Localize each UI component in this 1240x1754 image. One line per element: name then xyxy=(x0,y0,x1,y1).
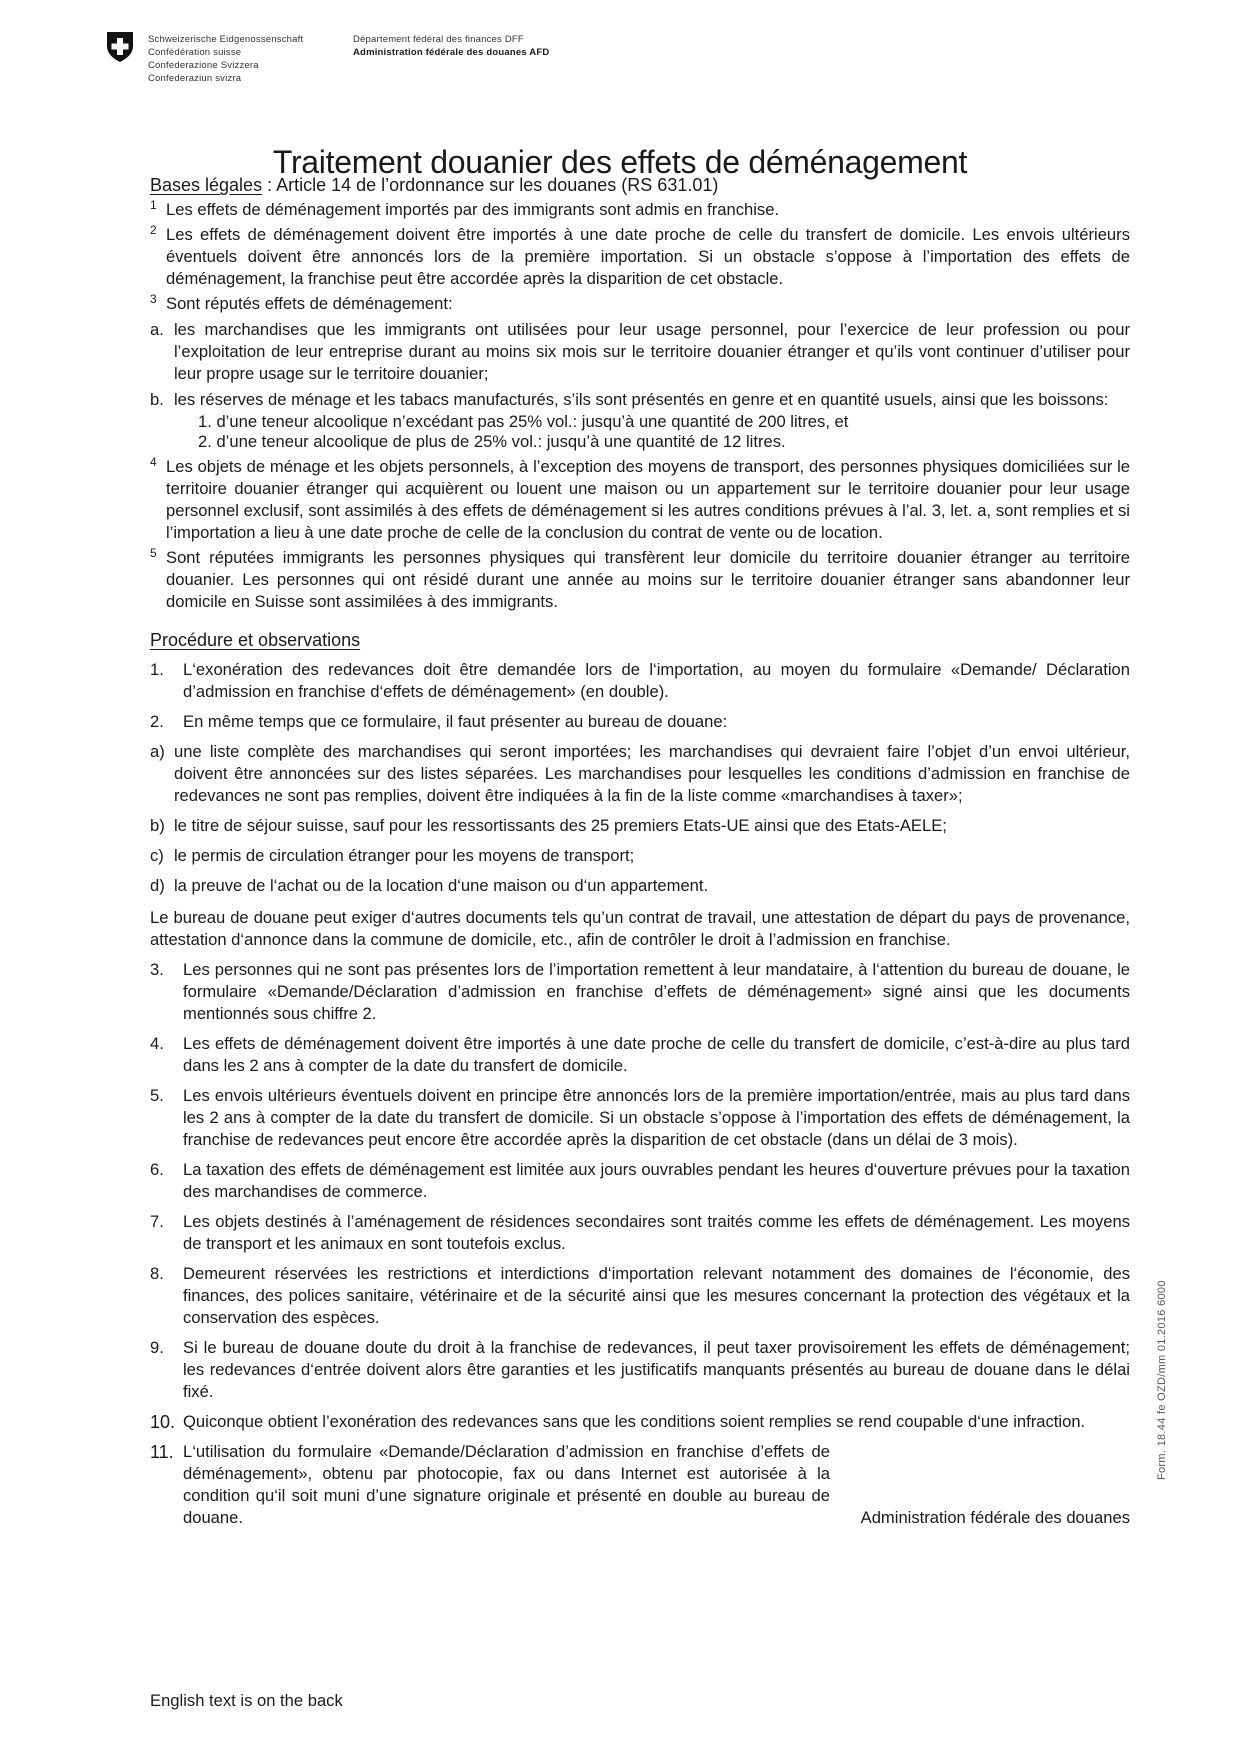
beverage-limit-2: 2. d’une teneur alcoolique de plus de 25% vol.: jusqu’à une quantité de 12 litres. xyxy=(198,432,786,451)
english-version-note: English text is on the back xyxy=(150,1691,343,1710)
paragraph-text: Les effets de déménagement doivent être importés à une date proche de celle du transfert de domicile. Les envois ultérieurs éventuels doivent être annoncés lors de la première importation. Si un obstacle s’oppose à l’importation des effets de déménagement, la franchise peut être accordée après la disparition de cet obstacle. xyxy=(166,225,1130,288)
procedure-item-8 xyxy=(150,1263,1130,1329)
item-number: 1. xyxy=(150,660,164,679)
beverage-limit-1: 1. d’une teneur alcoolique n’excédant pas 25% vol.: jusqu’à une quantité de 200 litres, et xyxy=(198,412,849,431)
confederation-names xyxy=(148,33,303,85)
item-text: Les effets de déménagement doivent être importés à une date proche de celle du transfert de domicile, c’est-à-dire au plus tard dans les 2 ans à compter de la date du transfert de domicile. xyxy=(183,1034,1130,1075)
item-label: b) xyxy=(150,816,165,835)
swiss-shield-icon xyxy=(106,31,134,63)
procedure-item-2d xyxy=(150,875,1130,897)
paragraph-number: 2 xyxy=(150,223,157,237)
legal-paragraph-4 xyxy=(150,456,1130,544)
procedure-item-2c xyxy=(150,845,1130,867)
paragraph-number: 4 xyxy=(150,455,157,469)
procedure-item-1 xyxy=(150,659,1130,703)
page-title: Traitement douanier des effets de déménagement xyxy=(272,144,968,181)
paragraph-text: Les effets de déménagement importés par des immigrants sont admis en franchise. xyxy=(166,200,780,219)
item-number: 6. xyxy=(150,1160,164,1179)
procedure-item-10 xyxy=(150,1411,1130,1433)
legal-paragraph-2 xyxy=(150,224,1130,290)
item-text: Les envois ultérieurs éventuels doivent en principe être annoncés lors de la première importation/entrée, mais au plus tard dans les 2 ans à compter de la date du transfert de domicile. Si un obstacle s’oppose à l’importation des effets de déménagement, la franchise de redevances peut encore être accordée après la disparition de cet obstacle (dans un délai de 3 mois). xyxy=(183,1086,1130,1149)
item-number: 7. xyxy=(150,1212,164,1231)
item-text: le permis de circulation étranger pour les moyens de transport; xyxy=(174,846,635,865)
procedure-item-4 xyxy=(150,1033,1130,1077)
paragraph-text: Les objets de ménage et les objets personnels, à l’exception des moyens de transport, des personnes physiques domiciliées sur le territoire douanier étranger qui acquièrent ou louent une maison ou un appartement sur le territoire douanier pour leur usage personnel exclusif, sont assimilés à des effets de déménagement si les autres conditions prévues à l’al. 3, let. a, sont remplies et si l’importation a lieu à une date proche de celle de la conclusion du contrat de vente ou de location. xyxy=(166,457,1130,542)
legal-bases-label: Bases légales xyxy=(150,175,263,195)
legal-paragraph-5 xyxy=(150,547,1130,613)
confederation-name-it: Confederazione Svizzera xyxy=(148,60,259,71)
item-number: 10. xyxy=(150,1412,176,1432)
procedure-item-6 xyxy=(150,1159,1130,1203)
item-text: Si le bureau de douane doute du droit à la franchise de redevances, il peut taxer provisoirement les effets de déménagement; les redevances d‘entrée doivent alors être garanties et les justificatifs manquants présentés au bureau de douane dans le délai fixé. xyxy=(183,1338,1130,1401)
item-text: Quiconque obtient l’exonération des redevances sans que les conditions soient remplies se rend coupable d‘une infraction. xyxy=(183,1412,1086,1431)
paragraph-text: Sont réputés effets de déménagement: xyxy=(166,294,453,313)
item-number: 2. xyxy=(150,712,164,731)
confederation-name-rm: Confederaziun svizra xyxy=(148,73,242,84)
item-number: 8. xyxy=(150,1264,164,1283)
item-number: 4. xyxy=(150,1034,164,1053)
item-number: 3. xyxy=(150,960,164,979)
paragraph-number: 1 xyxy=(150,198,157,212)
item-label: a. xyxy=(150,320,164,339)
administration-name: Administration fédérale des douanes AFD xyxy=(353,47,550,58)
paragraph-number: 3 xyxy=(150,292,157,306)
legal-bases-heading xyxy=(150,174,1130,196)
procedure-item-2b xyxy=(150,815,1130,837)
form-reference: Form. 18.44 fe OZD/mm 01.2016 6000 xyxy=(1156,1280,1168,1480)
item-text: La taxation des effets de déménagement est limitée aux jours ouvrables pendant les heures d‘ouverture prévues pour la taxation des marchandises de commerce. xyxy=(183,1160,1130,1201)
procedure-label: Procédure et observations xyxy=(150,630,361,650)
legal-bases-reference: : Article 14 de l’ordonnance sur les douanes (RS 631.01) xyxy=(262,175,719,195)
legal-paragraph-3 xyxy=(150,293,1130,315)
signoff-authority: Administration fédérale des douanes xyxy=(860,1508,1130,1527)
item-text: En même temps que ce formulaire, il faut présenter au bureau de douane: xyxy=(183,712,728,731)
confederation-name-de: Schweizerische Eidgenossenschaft xyxy=(148,34,304,45)
legal-paragraph-1 xyxy=(150,199,1130,221)
item-text: les marchandises que les immigrants ont utilisées pour leur usage personnel, pour l’exercice de leur profession ou pour l’exploitation de leur entreprise durant au moins six mois sur le territoire douanier étranger et qu’ils vont continuer d’utiliser pour leur propre usage sur le territoire douanier; xyxy=(174,320,1130,383)
legal-paragraph-3-item-a xyxy=(150,319,1130,385)
procedure-section xyxy=(150,629,1130,1529)
item-text: Demeurent réservées les restrictions et interdictions d‘importation relevant notamment des domaines de l‘économie, des finances, des polices sanitaire, vétérinaire et de la sécurité ainsi que les mesures concernant la protection des végétaux et la conservation des espèces. xyxy=(183,1264,1130,1327)
document-body xyxy=(150,174,1130,1529)
item-text: L‘utilisation du formulaire «Demande/Déclaration d’admission en franchise d’effets de déménagement», obtenu par photocopie, fax ou dans Internet est autorisée à la condition qu‘il soit muni d’une signature originale et présenté en double au bureau de douane. xyxy=(183,1442,830,1527)
item-label: d) xyxy=(150,876,165,895)
item-text: la preuve de l‘achat ou de la location d‘une maison ou d‘un appartement. xyxy=(174,876,709,895)
item-label: a) xyxy=(150,742,165,761)
legal-paragraph-3-item-b xyxy=(150,389,1130,453)
item-text: une liste complète des marchandises qui seront importées; les marchandises qui devraient faire l’objet d’un envoi ultérieur, doivent être annoncées sur des listes séparées. Les marchandises pour lesquelles les conditions d’admission en franchise de redevances ne sont pas remplies, doivent être indiquées à la fin de la liste comme «marchandises à taxer»; xyxy=(174,742,1130,805)
department-name: Département fédéral des finances DFF xyxy=(353,34,524,45)
procedure-item-2a xyxy=(150,741,1130,807)
paragraph-text: Sont réputées immigrants les personnes physiques qui transfèrent leur domicile du territoire douanier étranger au territoire douanier. Les personnes qui ont résidé durant une année au moins sur le territoire douanier étranger sans abandonner leur domicile en Suisse sont assimilées à des immigrants. xyxy=(166,548,1130,611)
procedure-item-7 xyxy=(150,1211,1130,1255)
item-text: L‘exonération des redevances doit être demandée lors de l‘importation, au moyen du formulaire «Demande/ Déclaration d’admission en franchise d‘effets de déménagement» (en double). xyxy=(183,660,1130,701)
item-text: Les objets destinés à l’aménagement de résidences secondaires sont traités comme les effets de déménagement. Les moyens de transport et les animaux en sont toutefois exclus. xyxy=(183,1212,1130,1253)
procedure-item-2 xyxy=(150,711,1130,733)
item-number: 5. xyxy=(150,1086,164,1105)
item-label: c) xyxy=(150,846,164,865)
procedure-item-5 xyxy=(150,1085,1130,1151)
item-number: 11. xyxy=(150,1442,174,1462)
item-text: le titre de séjour suisse, sauf pour les ressortissants des 25 premiers Etats-UE ainsi que des Etats-AELE; xyxy=(174,816,947,835)
department-block xyxy=(353,33,549,59)
swiss-coat-of-arms-logo xyxy=(106,31,134,68)
last-item-wrap xyxy=(150,1441,1130,1529)
confederation-name-fr: Confédération suisse xyxy=(148,47,242,58)
procedure-item-2-note: Le bureau de douane peut exiger d‘autres documents tels qu’un contrat de travail, une attestation de départ du pays de provenance, attestation d‘annonce dans la commune de domicile, etc., afin de contrôler le droit à l’admission en franchise. xyxy=(150,908,1130,949)
procedure-item-3 xyxy=(150,959,1130,1025)
item-number: 9. xyxy=(150,1338,164,1357)
procedure-item-9 xyxy=(150,1337,1130,1403)
item-text: les réserves de ménage et les tabacs manufacturés, s’ils sont présentés en genre et en quantité usuels, ainsi que les boissons: xyxy=(174,390,1109,409)
item-label: b. xyxy=(150,390,164,409)
paragraph-number: 5 xyxy=(150,546,157,560)
procedure-heading xyxy=(150,629,1130,651)
item-text: Les personnes qui ne sont pas présentes lors de l’importation remettent à leur mandataire, à l‘attention du bureau de douane, le formulaire «Demande/Déclaration d’admission en franchise d’effets de déménagement» signé ainsi que les documents mentionnés sous chiffre 2. xyxy=(183,960,1130,1023)
